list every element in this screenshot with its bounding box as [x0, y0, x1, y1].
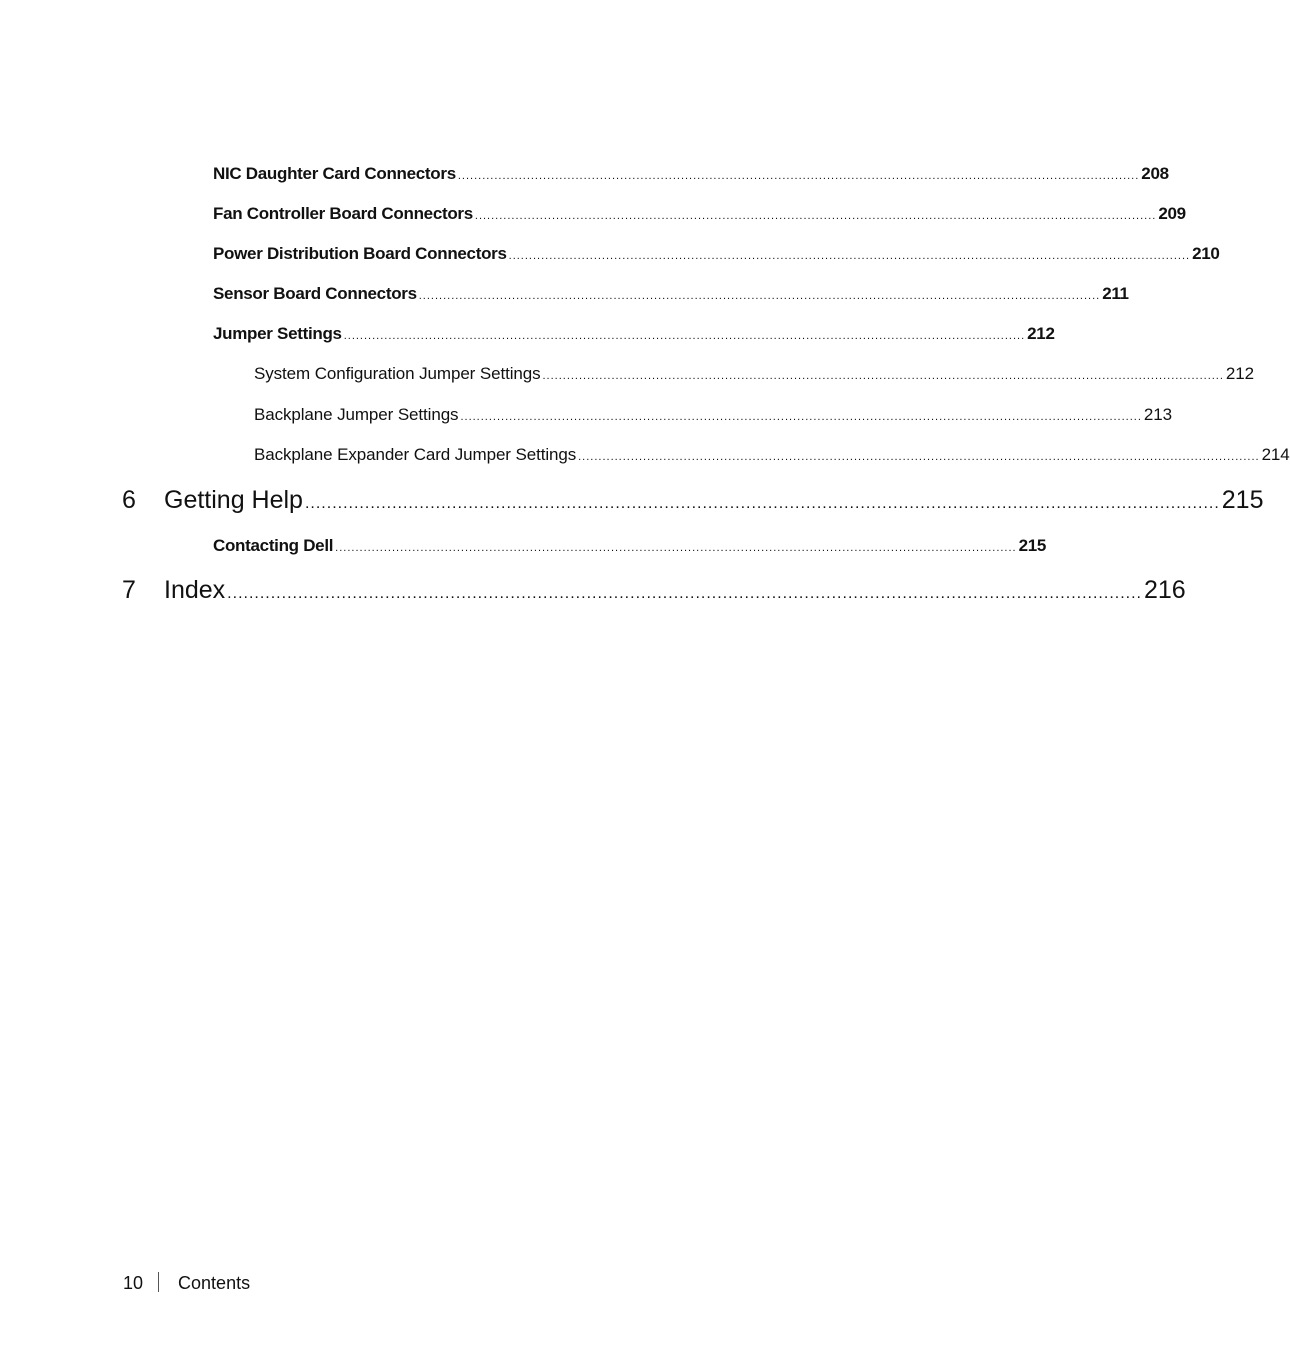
dot-leader: ........................................................................................................................................................................ [578, 451, 1260, 463]
toc-entry-title: NIC Daughter Card Connectors [213, 164, 456, 183]
toc-entry-page: 212 [1225, 364, 1254, 383]
toc-entry-page: 215 [1018, 536, 1047, 555]
toc-entry-backplane-jumper[interactable] [254, 405, 1172, 425]
chapter-page: 216 [1143, 576, 1186, 604]
chapter-page: 215 [1221, 486, 1264, 514]
dot-leader: ........................................................................................................................................................................ [508, 250, 1191, 262]
toc-entry-page: 214 [1261, 445, 1290, 464]
toc-entry-page: 208 [1141, 164, 1169, 183]
chapter-title: Index [164, 576, 226, 604]
dot-leader: ........................................................................................................................................................................ [474, 210, 1157, 222]
toc-entry-title: Backplane Jumper Settings [254, 405, 459, 424]
toc-entry-sensor-board[interactable] [213, 284, 1129, 304]
toc-entry-title: Jumper Settings [213, 324, 342, 343]
toc-entry-page: 209 [1158, 204, 1186, 223]
toc-entry-power-distribution-board[interactable] [213, 244, 1220, 264]
chapter-number: 6 [122, 486, 136, 514]
toc-entry-title: Fan Controller Board Connectors [213, 204, 473, 223]
toc-entry-page: 212 [1027, 324, 1055, 343]
dot-leader: ........................................................................................................................................................................ [542, 370, 1224, 382]
chapter-title: Getting Help [164, 486, 303, 514]
footer-label: Contents [178, 1273, 251, 1293]
dot-leader: ........................................................................................................................................................................ [304, 495, 1220, 512]
footer-separator [158, 1272, 159, 1292]
toc-entry-fan-controller-board[interactable] [213, 204, 1186, 224]
toc-entry-page: 213 [1143, 405, 1172, 424]
dot-leader: ........................................................................................................................................................................ [457, 170, 1140, 182]
dot-leader: ........................................................................................................................................................................ [460, 411, 1142, 423]
toc-chapter-index[interactable] [122, 576, 1186, 605]
dot-leader: ........................................................................................................................................................................ [343, 330, 1026, 342]
toc-entry-jumper-settings[interactable] [213, 324, 1055, 344]
toc-entry-nic-daughter-card[interactable] [213, 164, 1169, 184]
toc-entry-title: System Configuration Jumper Settings [254, 364, 541, 383]
dot-leader: ........................................................................................................................................................................ [335, 542, 1017, 554]
toc-entry-title: Backplane Expander Card Jumper Settings [254, 445, 577, 464]
toc-entry-title: Sensor Board Connectors [213, 284, 417, 303]
toc-entry-contacting-dell[interactable] [213, 536, 1047, 556]
toc-entry-page: 211 [1102, 284, 1129, 303]
toc-entry-page: 210 [1192, 244, 1220, 263]
toc-entry-title: Contacting Dell [213, 536, 334, 555]
footer-page-number: 10 [123, 1273, 144, 1293]
dot-leader: ........................................................................................................................................................................ [227, 585, 1142, 602]
toc-entry-title: Power Distribution Board Connectors [213, 244, 507, 263]
toc-chapter-getting-help[interactable] [122, 486, 1264, 515]
toc-entry-system-configuration-jumper[interactable] [254, 364, 1254, 384]
toc-entry-backplane-expander-jumper[interactable] [254, 445, 1290, 465]
dot-leader: ........................................................................................................................................................................ [418, 290, 1101, 302]
chapter-number: 7 [122, 576, 136, 604]
page-footer [123, 1272, 250, 1294]
